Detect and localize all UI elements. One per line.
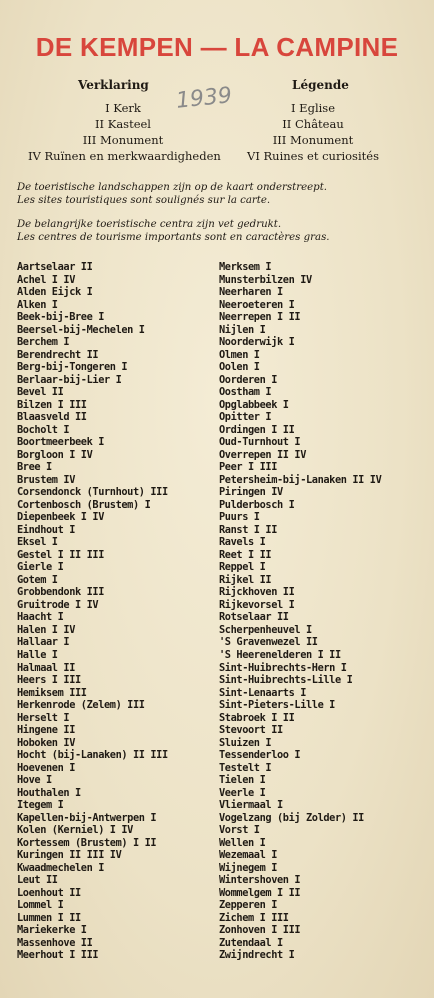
legend-list-fr [240,100,386,164]
place-entry: Bocholt I [17,423,70,436]
place-entry: Berchem I [17,336,70,349]
note-underlined-fr: Les sites touristiques sont soulignés sur la carte. [17,195,271,206]
place-entry: Loenhout II [17,886,81,899]
place-entry: Ranst I II [219,523,277,536]
place-entry: Rijkel II [219,573,272,586]
place-entry: Houthalen I [17,786,81,799]
legend-list-nl [28,100,221,164]
place-entry: Herselt I [17,711,70,724]
place-entry: Noorderwijk I [219,336,295,349]
place-entry: Gotem I [17,573,58,586]
place-entry: Halen I IV [17,623,75,636]
place-entry: Leut II [17,874,58,887]
legend-heading-nl: Verklaring [78,78,149,92]
place-entry: Neeroeteren I [219,298,295,311]
place-entry: Herkenrode (Zelem) III [17,699,145,712]
place-entry: Hingene II [17,724,75,737]
place-entry: Mariekerke I [17,924,87,937]
place-entry: Beek-bij-Bree I [17,311,104,324]
place-entry: Hoevenen I [17,761,75,774]
place-entry: Kuringen II III IV [17,849,122,862]
legend-item-fr: I Eglise [290,101,336,115]
place-entry: Zepperen I [219,899,277,912]
place-entry: Eksel I [17,536,58,549]
place-entry: Sluizen I [219,736,272,749]
place-entry: Overrepen II IV [219,448,306,461]
place-entry: Berendrecht II [17,348,99,361]
place-entry: 'S Gravenwezel II [219,636,318,649]
place-entry: Munsterbilzen IV [219,273,312,286]
legend-item-fr: VI Ruines et curiosités [247,149,379,163]
place-entry: Kapellen-bij-Antwerpen I [17,811,157,824]
place-entry: Wintershoven I [219,874,301,887]
place-entry: Eindhout I [17,523,75,536]
place-entry: Bevel II [17,386,64,399]
place-entry: Gestel I II III [17,548,104,561]
place-entry: Sint-Pieters-Lille I [219,699,335,712]
place-entry: Tessenderloo I [219,749,301,762]
place-entry: Bilzen I III [17,398,87,411]
place-entry: Grobbendonk III [17,586,104,599]
place-entry: Boortmeerbeek I [17,436,104,449]
note-bold-fr: Les centres de tourisme importants sont en caractères gras. [17,232,330,243]
place-entry: Hallaar I [17,636,70,649]
place-entry: Beersel-bij-Mechelen I [17,323,145,336]
place-entry: Ordingen I II [219,423,295,436]
place-entry: Lommel I [17,899,64,912]
place-entry: Oolen I [219,361,260,374]
place-entry: Cortenbosch (Brustem) I [17,498,151,511]
place-entry: Hemiksem III [17,686,87,699]
place-entry: 'S Heerenelderen I II [219,648,341,661]
place-list-left [17,261,168,962]
place-entry: Stabroek I II [219,711,295,724]
place-entry: Zonhoven I III [219,924,301,937]
place-entry: Blaasveld II [17,411,87,424]
place-entry: Oorderen I [219,373,277,386]
place-entry: Berg-bij-Tongeren I [17,361,128,374]
place-entry: Piringen IV [219,486,283,499]
place-list-right [219,261,381,962]
place-entry: Rijckhoven II [219,586,295,599]
place-entry: Gierle I [17,561,64,574]
place-entry: Kortessem (Brustem) I II [17,836,157,849]
place-entry: Itegem I [17,799,64,812]
place-entry: Achel I IV [17,273,75,286]
place-entry: Massenhove II [17,936,93,949]
place-entry: Wellen I [219,836,266,849]
handwritten-year: 1939 [174,83,234,114]
place-entry: Gruitrode I IV [17,598,99,611]
place-entry: Aartselaar II [17,261,93,273]
legend-item-nl: II Kasteel [94,117,151,131]
place-entry: Vogelzang (bij Zolder) II [219,811,364,824]
place-entry: Wijnegem I [219,861,277,874]
place-entry: Wommelgem I II [219,886,301,899]
place-entry: Sint-Huibrechts-Lille I [219,674,353,687]
legend-item-fr: III Monument [272,133,354,147]
place-entry: Oud-Turnhout I [219,436,301,449]
place-entry: Hove I [17,774,52,787]
place-entry: Zwijndrecht I [219,949,295,962]
place-entry: Wezemaal I [219,849,277,862]
place-entry: Alken I [17,298,58,311]
place-entry: Vorst I [219,824,260,837]
place-entry: Peer I III [219,461,277,474]
place-entry: Merksem I [219,261,272,273]
place-entry: Haacht I [17,611,64,624]
place-entry: Heers I III [17,674,81,687]
place-entry: Corsendonck (Turnhout) III [17,486,168,499]
place-entry: Stevoort II [219,724,283,737]
place-entry: Brustem IV [17,473,75,486]
place-entry: Rotselaar II [219,611,289,624]
place-entry: Sint-Lenaarts I [219,686,306,699]
place-entry: Halle I [17,648,58,661]
place-entry: Opglabbeek I [219,398,289,411]
place-entry: Scherpenheuvel I [219,623,312,636]
place-entry: Reet I II [219,548,272,561]
legend-item-nl: I Kerk [105,101,141,115]
place-entry: Oostham I [219,386,272,399]
place-entry: Pulderbosch I [219,498,295,511]
place-entry: Meerhout I III [17,949,99,962]
legend-heading-fr: Légende [292,78,349,92]
place-entry: Borgloon I IV [17,448,93,461]
place-entry: Puurs I [219,511,260,524]
place-entry: Reppel I [219,561,266,574]
place-entry: Neerrepen I II [219,311,301,324]
place-entry: Rijkevorsel I [219,598,295,611]
place-entry: Petersheim-bij-Lanaken II IV [219,473,382,486]
place-entry: Tielen I [219,774,266,787]
place-entry: Berlaar-bij-Lier I [17,373,122,386]
place-entry: Neerharen I [219,286,283,299]
place-entry: Sint-Huibrechts-Hern I [219,661,347,674]
place-entry: Opitter I [219,411,272,424]
note-bold-nl: De belangrijke toeristische centra zijn vet gedrukt. [17,219,282,230]
place-entry: Zutendaal I [219,936,283,949]
place-entry: Nijlen I [219,323,266,336]
place-entry: Zichem I III [219,911,289,924]
place-entry: Diepenbeek I IV [17,511,104,524]
legend-item-fr: II Château [282,117,344,131]
note-underlined-nl: De toeristische landschappen zijn op de kaart onderstreept. [17,182,328,193]
place-entry: Testelt I [219,761,272,774]
place-entry: Lummen I II [17,911,81,924]
place-entry: Vliermaal I [219,799,283,812]
place-entry: Hocht (bij-Lanaken) II III [17,749,168,762]
place-entry: Olmen I [219,348,260,361]
legend-item-nl: III Monument [82,133,164,147]
place-entry: Kolen (Kerniel) I IV [17,824,133,837]
place-entry: Kwaadmechelen I [17,861,104,874]
legend-item-nl: IV Ruïnen en merkwaardigheden [28,149,221,163]
place-entry: Halmaal II [17,661,75,674]
place-entry: Hoboken IV [17,736,75,749]
place-entry: Bree I [17,461,52,474]
page-title: DE KEMPEN — LA CAMPINE [35,32,399,62]
place-entry: Ravels I [219,536,266,549]
place-entry: Alden Eijck I [17,286,93,299]
place-entry: Veerle I [219,786,266,799]
